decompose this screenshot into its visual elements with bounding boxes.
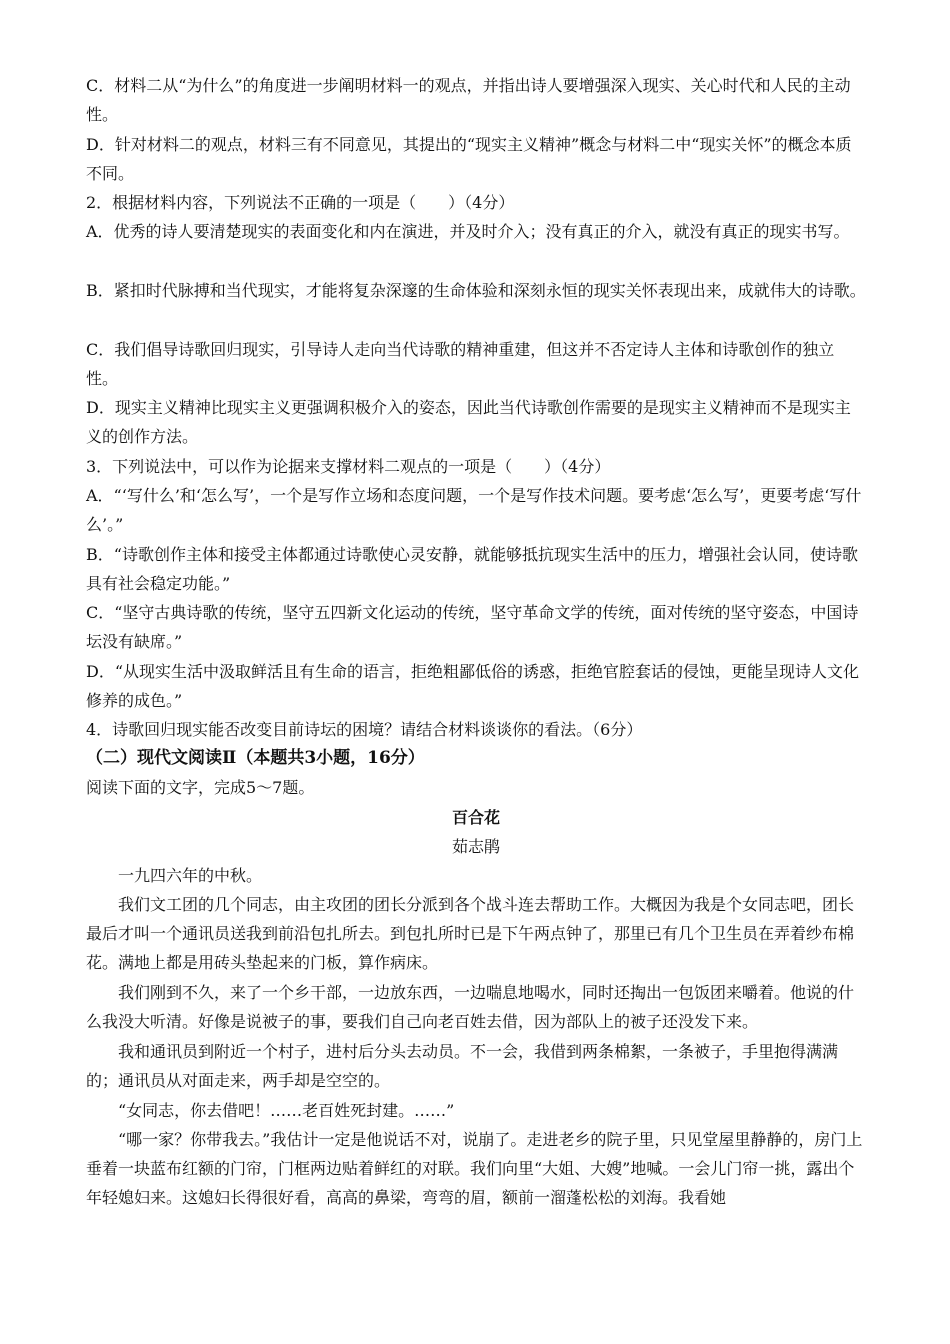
story-paragraph: 一九四六年的中秋。 — [118, 866, 263, 885]
q1-option-c: C．材料二从“为什么”的角度进一步阐明材料一的观点，并指出诗人要增强深入现实、关心时代和人民的主动性。 — [86, 76, 851, 124]
q2-stem: 2．根据材料内容，下列说法不正确的一项是（ ）（4分） — [86, 193, 515, 212]
section-instruction: 阅读下面的文字，完成5～7题。 — [86, 778, 315, 797]
story-paragraph: 我们文工团的几个同志，由主攻团的团长分派到各个战斗连去帮助工作。大概因为我是个女同志吧，团长最后才叫一个通讯员送我到前沿包扎所去。到包扎所时已是下午两点钟了，那里已有几个卫生员在弄着纱布棉花。满地上都是用砖头垫起来的门板，算作病床。 — [86, 895, 855, 972]
section-heading: （二）现代文阅读Ⅱ（本题共3小题，16分） — [86, 748, 425, 768]
q2-option-d: D．现实主义精神比现实主义更强调积极介入的姿态，因此当代诗歌创作需要的是现实主义精神而不是现实主义的创作方法。 — [86, 398, 851, 446]
q2-option-a: A．优秀的诗人要清楚现实的表面变化和内在演进，并及时介入；没有真正的介入，就没有真正的现实书写。 — [86, 222, 850, 241]
story-author: 茹志鹃 — [451, 837, 500, 856]
story-paragraph: 我们刚到不久，来了一个乡干部，一边放东西，一边喘息地喝水，同时还掏出一包饭团来嚼着。他说的什么我没大听清。好像是说被子的事，要我们自己向老百姓去借，因为部队上的被子还没发下来。 — [86, 983, 855, 1031]
story-paragraph: “女同志，你去借吧！……老百姓死封建。……” — [118, 1101, 455, 1120]
q3-stem: 3．下列说法中，可以作为论据来支撑材料二观点的一项是（ ）（4分） — [86, 457, 611, 476]
q2-option-c: C．我们倡导诗歌回归现实，引导诗人走向当代诗歌的精神重建，但这并不否定诗人主体和诗歌创作的独立性。 — [86, 340, 835, 388]
q4-stem: 4．诗歌回归现实能否改变目前诗坛的困境？请结合材料谈谈你的看法。（6分） — [86, 720, 643, 739]
q1-option-d: D．针对材料二的观点，材料三有不同意见，其提出的“现实主义精神”概念与材料二中“现实关怀”的概念本质不同。 — [86, 135, 852, 183]
q3-option-c: C．“坚守古典诗歌的传统，坚守五四新文化运动的传统，坚守革命文学的传统，面对传统的坚守姿态，中国诗坛没有缺席。” — [86, 603, 859, 651]
q3-option-d: D．“从现实生活中汲取鲜活且有生命的语言，拒绝粗鄙低俗的诱惑，拒绝官腔套话的侵蚀，更能呈现诗人文化修养的成色。” — [86, 662, 860, 710]
q3-option-a: A．“‘写什么’和‘怎么写’，一个是写作立场和态度问题，一个是写作技术问题。要考虑‘怎么写’，更要考虑‘写什么’。” — [86, 486, 862, 534]
story-paragraph: “哪一家？你带我去。”我估计一定是他说话不对，说崩了。走进老乡的院子里，只见堂屋里静静的，房门上垂着一块蓝布红额的门帘，门框两边贴着鲜红的对联。我们向里“大姐、大嫂”地喊。一会儿门帘一挑，露出个年轻媳妇来。这媳妇长得很好看，高高的鼻梁，弯弯的眉，额前一溜蓬松松的刘海。我看她 — [86, 1130, 863, 1207]
q2-option-b: B．紧扣时代脉搏和当代现实，才能将复杂深邃的生命体验和深刻永恒的现实关怀表现出来，成就伟大的诗歌。 — [86, 281, 866, 300]
story-paragraph: 我和通讯员到附近一个村子，进村后分头去动员。不一会，我借到两条棉絮，一条被子，手里抱得满满的；通讯员从对面走来，两手却是空空的。 — [86, 1042, 839, 1090]
q3-option-b: B．“诗歌创作主体和接受主体都通过诗歌使心灵安静，就能够抵抗现实生活中的压力，增强社会认同，使诗歌具有社会稳定功能。” — [86, 545, 858, 593]
story-title: 百合花 — [451, 808, 500, 827]
